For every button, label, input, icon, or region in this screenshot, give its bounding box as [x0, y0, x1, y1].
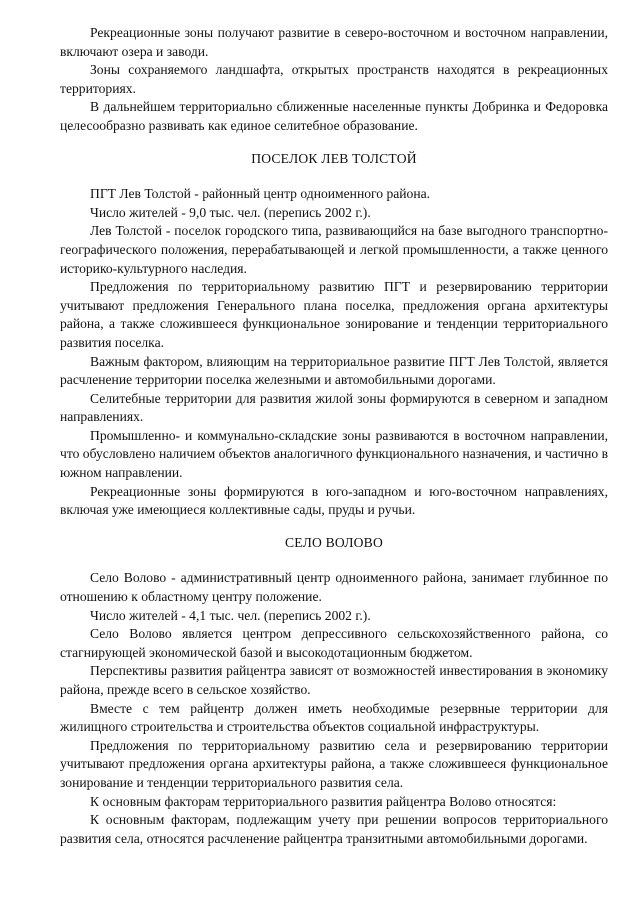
section-heading-lev-tolstoy: ПОСЕЛОК ЛЕВ ТОЛСТОЙ [251, 150, 417, 166]
paragraph: В дальнейшем территориально сближенные населенные пункты Добринка и Федоровка целесообразно развивать как единое селитебное образование. [60, 99, 608, 133]
paragraph: Рекреационные зоны формируются в юго-западном и юго-восточном направлениях, включая уже имеющиеся коллективные сады, пруды и ручьи. [60, 483, 608, 518]
intro-section [60, 24, 608, 136]
paragraph: Селитебные территории для развития жилой зоны формируются в северном и западном направлениях. [60, 390, 608, 425]
paragraph: Важным фактором, влияющим на территориальное развитие ПГТ Лев Толстой, является расчленение территории поселка железными и автомобильными дорогами. [60, 353, 608, 388]
paragraph: ПГТ Лев Толстой - районный центр одноименного района. [90, 186, 431, 202]
paragraph: Предложения по территориальному развитию ПГТ и резервированию территории учитывают предложения Генерального плана поселка, предложения органа архитектуры района, а также сложившееся функциональное зонирование и тенденции территориального развития поселка. [60, 279, 608, 350]
lev-tolstoy-section [60, 185, 608, 520]
paragraph: Вместе с тем райцентр должен иметь необходимые резервные территории для жилищного строительства и строительства объектов социальной инфраструктуры. [60, 700, 608, 735]
paragraph: Рекреационные зоны получают развитие в северо-восточном и восточном направлении, включают озера и заводи. [60, 25, 608, 59]
paragraph: К основным факторам территориального развития райцентра Волово относятся: [90, 793, 557, 809]
paragraph: Зоны сохраняемого ландшафта, открытых пространств находятся в рекреационных территориях. [60, 62, 608, 96]
paragraph: Число жителей - 4,1 тыс. чел. (перепись 2002 г.). [90, 607, 371, 623]
paragraph: Перспективы развития райцентра зависят от возможностей инвестирования в экономику района, прежде всего в сельское хозяйство. [60, 663, 608, 697]
paragraph: Село Волово является центром депрессивного сельскохозяйственного района, со стагнирующей экономической базой и высокодотационным бюджетом. [60, 626, 608, 660]
paragraph: Село Волово - административный центр одноименного района, занимает глубинное по отношению к областному центру положение. [60, 570, 608, 605]
paragraph: Промышленно- и коммунально-складские зоны развиваются в восточном направлении, что обусловлено наличием объектов аналогичного функционального назначения, и частично в южном направлении. [60, 427, 608, 481]
paragraph: Предложения по территориальному развитию села и резервированию территории учитывают предложения органа архитектуры района, а также сложившееся функциональное зонирование и тенденции территориального развития села. [60, 737, 608, 790]
volovo-section [60, 569, 608, 848]
section-heading-volovo: СЕЛО ВОЛОВО [285, 534, 383, 550]
paragraph: Лев Толстой - поселок городского типа, развивающийся на базе выгодного транспортно-географического положения, перерабатывающей и легкой промышленности, а также ценного историко-культурного наследия. [60, 223, 608, 276]
paragraph: К основным факторам, подлежащим учету при решении вопросов территориального развития села, относятся расчленение райцентра транзитными автомобильными дорогами. [60, 812, 608, 846]
paragraph: Число жителей - 9,0 тыс. чел. (перепись 2002 г.). [90, 204, 371, 220]
